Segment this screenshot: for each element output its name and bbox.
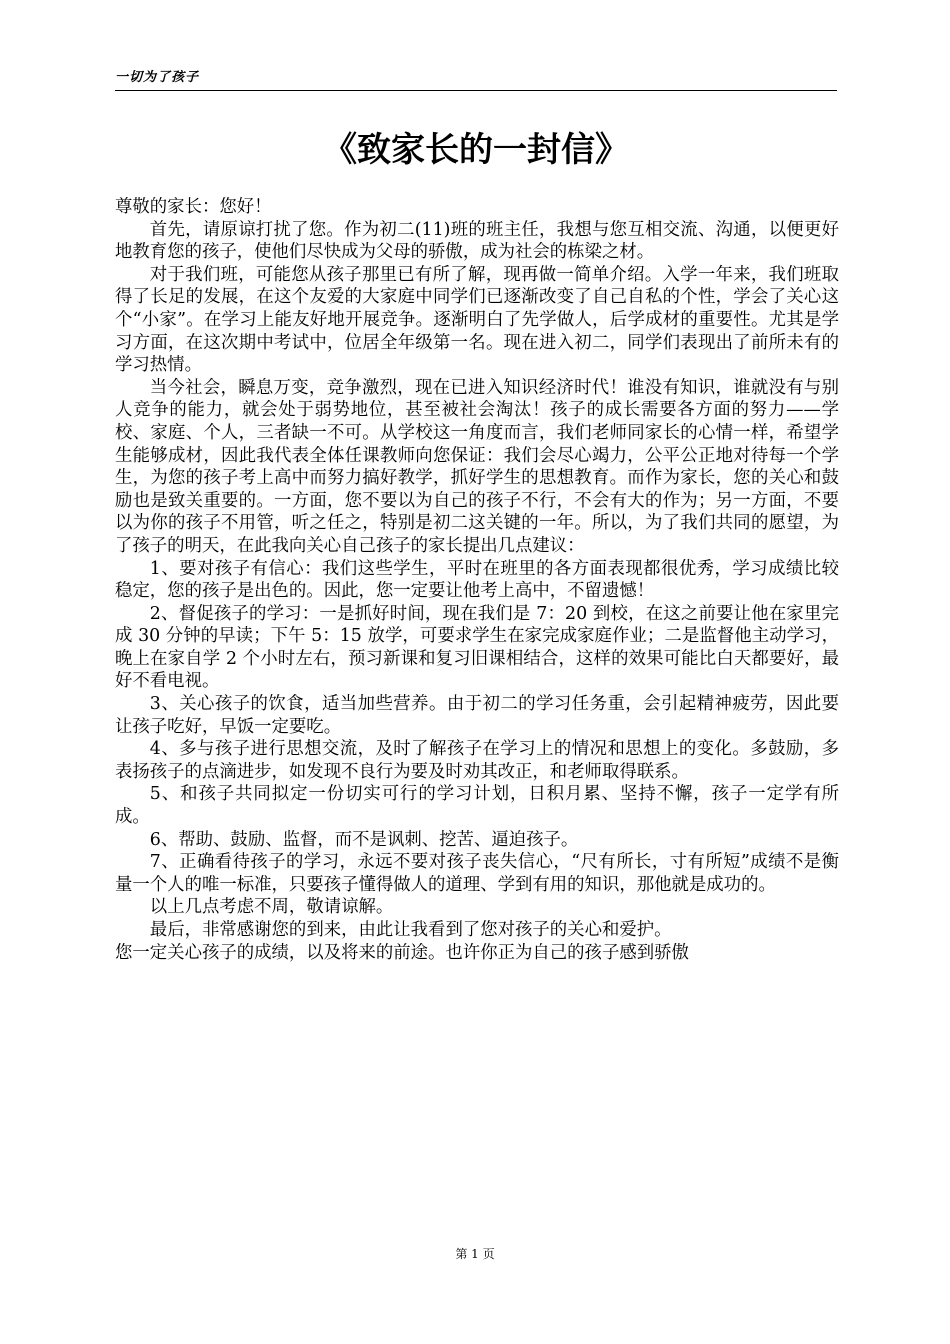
closing-line: 您一定关心孩子的成绩，以及将来的前途。也许你正为自己的孩子感到骄傲 [115,942,689,963]
suggestion-item: 4、多与孩子进行思想交流，及时了解孩子在学习上的情况和思想上的变化。多鼓励，多表扬孩子的点滴进步，如发现不良行为要及时劝其改正，和老师取得联系。 [115,739,839,782]
paragraph: 首先，请原谅打扰了您。作为初二(11)班的班主任，我想与您互相交流、沟通，以便更好地教育您的孩子，使他们尽快成为父母的骄傲，成为社会的栋梁之材。 [115,219,839,263]
suggestion-item: 2、督促孩子的学习：一是抓好时间，现在我们是 7：20 到校，在这之前要让他在家里完成 30 分钟的早读；下午 5：15 放学，可要求学生在家完成家庭作业；二是监督他主动学习，晚上在家自学 2 个小时左右，预习新课和复习旧课相结合，这样的效果可能比白天都要好，最好不看电视。 [115,603,839,692]
paragraph: 当今社会，瞬息万变，竞争激烈，现在已进入知识经济时代！谁没有知识，谁就没有与别人竞争的能力，就会处于弱势地位，甚至被社会淘汰！孩子的成长需要各方面的努力——学校、家庭、个人，三者缺一不可。从学校这一角度而言，我们老师同家长的心情一样，希望学生能够成材，因此我代表全体任课教师向您保证：我们会尽心竭力，公平公正地对待每一个学生，为您的孩子考上高中而努力搞好教学，抓好学生的思想教育。而作为家长，您的关心和鼓励也是致关重要的。一方面，您不要以为自己的孩子不行，不会有大的作为；另一方面，不要以为你的孩子不用管，听之任之，特别是初二这关键的一年。所以，为了我们共同的愿望，为了孩子的明天，在此我向关心自己孩子的家长提出几点建议： [115,377,839,556]
page-number: 第 1 页 [455,1247,495,1261]
paragraph: 以上几点考虑不周，敬请谅解。 [149,897,394,918]
letter-body [115,196,839,964]
suggestion-item: 3、关心孩子的饮食，适当加些营养。由于初二的学习任务重，会引起精神疲劳，因此要让孩子吃好，早饭一定要吃。 [115,694,839,737]
suggestion-item: 5、和孩子共同拟定一份切实可行的学习计划，日积月累、坚持不懈，孩子一定学有所成。 [115,784,839,828]
paragraph: 最后，非常感谢您的到来，由此让我看到了您对孩子的关心和爱护。 [149,920,672,940]
running-header [115,66,837,91]
paragraph: 对于我们班，可能您从孩子那里已有所了解，现再做一简单介绍。入学一年来，我们班取得了长足的发展，在这个友爱的大家庭中同学们已逐渐改变了自己自私的个性，学会了关心这个“小家”。在学习上能友好地开展竞争。逐渐明白了先学做人，后学成材的重要性。尤其是学习方面，在这次期中考试中，位居全年级第一名。现在进入初二，同学们表现出了前所未有的学习热情。 [115,264,839,376]
suggestion-item: 7、正确看待孩子的学习，永远不要对孩子丧失信心，“尺有所长，寸有所短”成绩不是衡量一个人的唯一标准，只要孩子懂得做人的道理、学到有用的知识，那他就是成功的。 [115,852,839,895]
header-text: 一切为了孩子 [115,70,200,85]
suggestion-item: 6、帮助、鼓励、监督，而不是讽刺、挖苦、逼迫孩子。 [149,829,579,850]
document-title: 《致家长的一封信》 [323,130,629,170]
suggestion-item: 1、要对孩子有信心：我们这些学生，平时在班里的各方面表现都很优秀，学习成绩比较稳定，您的孩子是出色的。因此，您一定要让他考上高中，不留遗憾！ [115,558,839,602]
greeting: 尊敬的家长：您好！ [115,197,272,217]
